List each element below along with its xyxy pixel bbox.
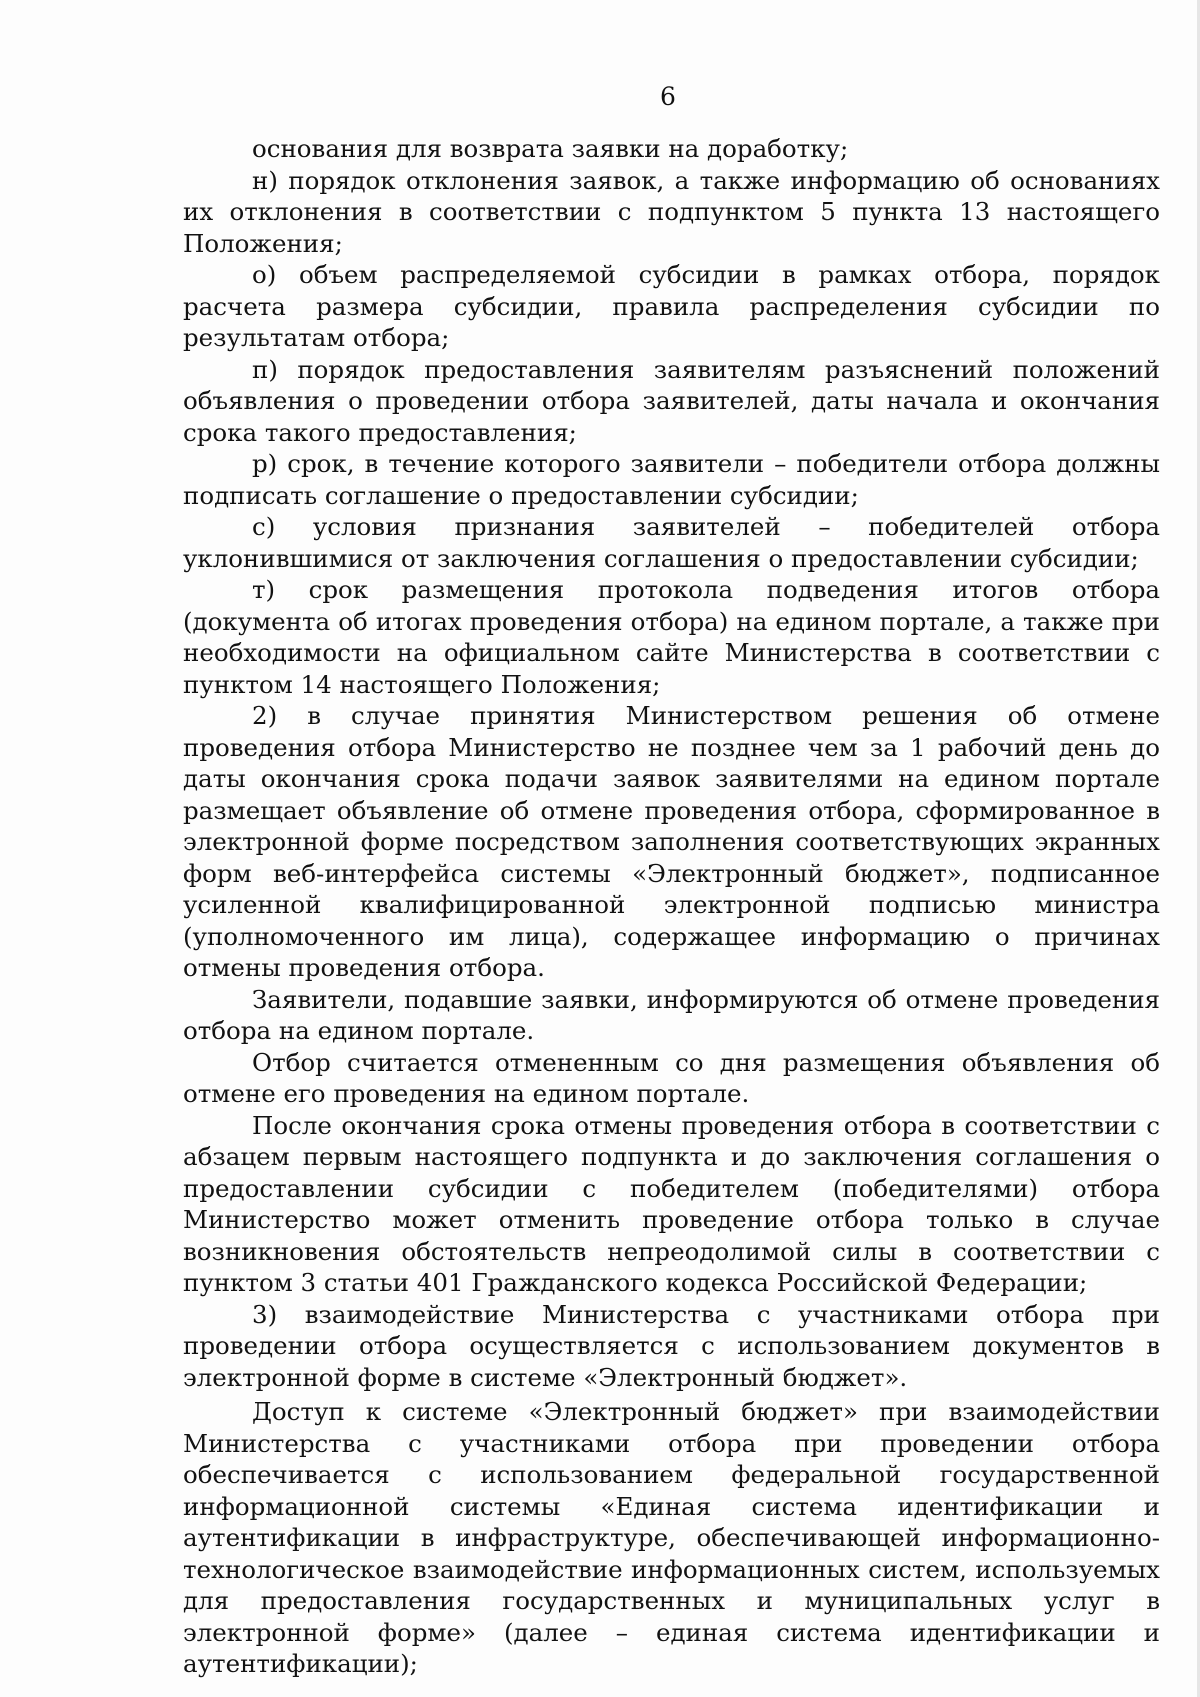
paragraph-item-n: н) порядок отклонения заявок, а также информацию об основаниях их отклонения в соответствии с подпунктом 5 пункта 13 настоящего Положения; [183,165,1160,258]
paragraph-item-t: т) срок размещения протокола подведения итогов отбора (документа об итогах проведения отбора) на едином портале, а также при необходимости на официальном сайте Министерства в соответствии с пунктом 14 настоящего Положения; [183,575,1160,699]
paragraph-item-s: с) условия признания заявителей – победителей отбора уклонившимися от заключения соглашения о предоставлении субсидии; [183,512,1160,573]
paragraph-item-o: о) объем распределяемой субсидии в рамках отбора, порядок расчета размера субсидии, правила распределения субсидии по результатам отбора; [183,260,1160,352]
document-body [183,133,1160,1680]
paragraph-item-2: 2) в случае принятия Министерством решения об отмене проведения отбора Министерство не позднее чем за 1 рабочий день до даты окончания срока подачи заявок заявителями на едином портале размещает объявление об отмене проведения отбора, сформированное в электронной форме посредством заполнения соответствующих экранных форм веб-интерфейса системы «Электронный бюджет», подписанное усиленной квалифицированной электронной подписью министра (уполномоченного им лица), содержащее информацию о причинах отмены проведения отбора. [183,701,1160,982]
paragraph-item-r: р) срок, в течение которого заявители – победители отбора должны подписать соглашение о предоставлении субсидии; [183,449,1160,510]
paragraph-force-majeure: После окончания срока отмены проведения отбора в соответствии с абзацем первым настоящего подпункта и до заключения соглашения о предоставлении субсидии с победителем (победителями) отбора Министерство может отменить проведение отбора только в случае возникновения обстоятельств непреодолимой силы в соответствии с пунктом 3 статьи 401 Гражданского кодекса Российской Федерации; [183,1110,1160,1297]
paragraph-applicants-informed: Заявители, подавшие заявки, информируются об отмене проведения отбора на едином портале. [183,984,1160,1045]
paragraph-system-access: Доступ к системе «Электронный бюджет» при взаимодействии Министерства с участниками отбора при проведении отбора обеспечивается с использованием федеральной государственной информационной системы «Единая система идентификации и аутентификации в инфраструктуре, обеспечивающей информационно-технологическое взаимодействие информационных систем, используемых для предоставления государственных и муниципальных услуг в электронной форме» (далее – единая система идентификации и аутентификации); [183,1397,1160,1678]
paragraph-intro-fragment: основания для возврата заявки на доработку; [252,134,849,163]
paragraph-item-3: 3) взаимодействие Министерства с участниками отбора при проведении отбора осуществляется с использованием документов в электронной форме в системе «Электронный бюджет». [183,1299,1160,1392]
page-number: 6 [660,82,676,111]
paragraph-selection-cancelled: Отбор считается отмененным со дня размещения объявления об отмене его проведения на едином портале. [183,1047,1160,1108]
paragraph-item-p: п) порядок предоставления заявителям разъяснений положений объявления о проведении отбора заявителей, даты начала и окончания срока такого предоставления; [183,354,1160,447]
